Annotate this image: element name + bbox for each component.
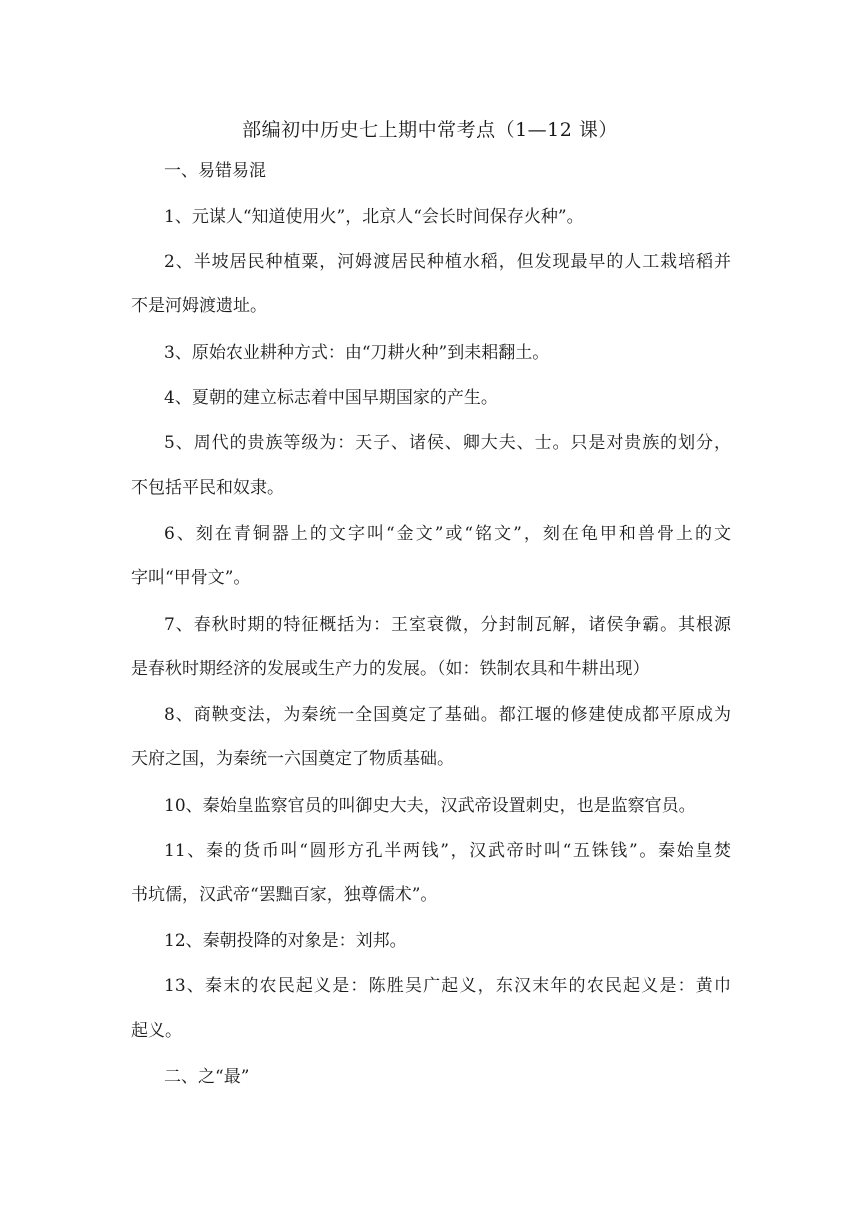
item-6-line-1: 6、刻在青铜器上的文字叫“金文”或“铭文”，刻在龟甲和兽骨上的文 — [164, 524, 731, 544]
item-11-line-2: 书坑儒，汉武帝“罢黜百家，独尊儒术”。 — [131, 885, 438, 905]
item-8-line-2: 天府之国，为秦统一六国奠定了物质基础。 — [131, 749, 454, 769]
section-heading-mistakes: 一、易错易混 — [164, 161, 266, 181]
item-13-line-2: 起义。 — [131, 1021, 182, 1041]
item-10-line-1: 10、秦始皇监察官员的叫御史大夫，汉武帝设置刺史，也是监察官员。 — [164, 796, 696, 816]
item-5-line-2: 不包括平民和奴隶。 — [131, 478, 284, 498]
item-7-line-1: 7、春秋时期的特征概括为：王室衰微，分封制瓦解，诸侯争霸。其根源 — [164, 615, 731, 635]
item-5-line-1: 5、周代的贵族等级为：天子、诸侯、卿大夫、士。只是对贵族的划分， — [164, 433, 731, 453]
item-1-line-1: 1、元谋人“知道使用火”，北京人“会长时间保存火种”。 — [164, 207, 584, 227]
document-title: 部编初中历史七上期中常考点（1—12 课） — [242, 119, 618, 141]
item-4-line-1: 4、夏朝的建立标志着中国早期国家的产生。 — [164, 388, 498, 408]
item-7-line-2: 是春秋时期经济的发展或生产力的发展。（如：铁制农具和牛耕出现） — [131, 659, 650, 679]
item-11-line-1: 11、秦的货币叫“圆形方孔半两钱”，汉武帝时叫“五铢钱”。秦始皇焚 — [164, 841, 731, 861]
item-2-line-2: 不是河姆渡遗址。 — [131, 296, 267, 316]
item-13-line-1: 13、秦末的农民起义是：陈胜吴广起义，东汉末年的农民起义是：黄巾 — [164, 976, 731, 996]
section-heading-superlatives: 二、之“最” — [164, 1067, 250, 1087]
item-12-line-1: 12、秦朝投降的对象是：刘邦。 — [164, 931, 407, 951]
item-2-line-1: 2、半坡居民种植粟，河姆渡居民种植水稻，但发现最早的人工栽培稻并 — [164, 252, 731, 272]
item-8-line-1: 8、商鞅变法，为秦统一全国奠定了基础。都江堰的修建使成都平原成为 — [164, 705, 731, 725]
item-6-line-2: 字叫“甲骨文”。 — [131, 568, 251, 588]
item-3-line-1: 3、原始农业耕种方式：由“刀耕火种”到耒耜翻土。 — [164, 343, 550, 363]
